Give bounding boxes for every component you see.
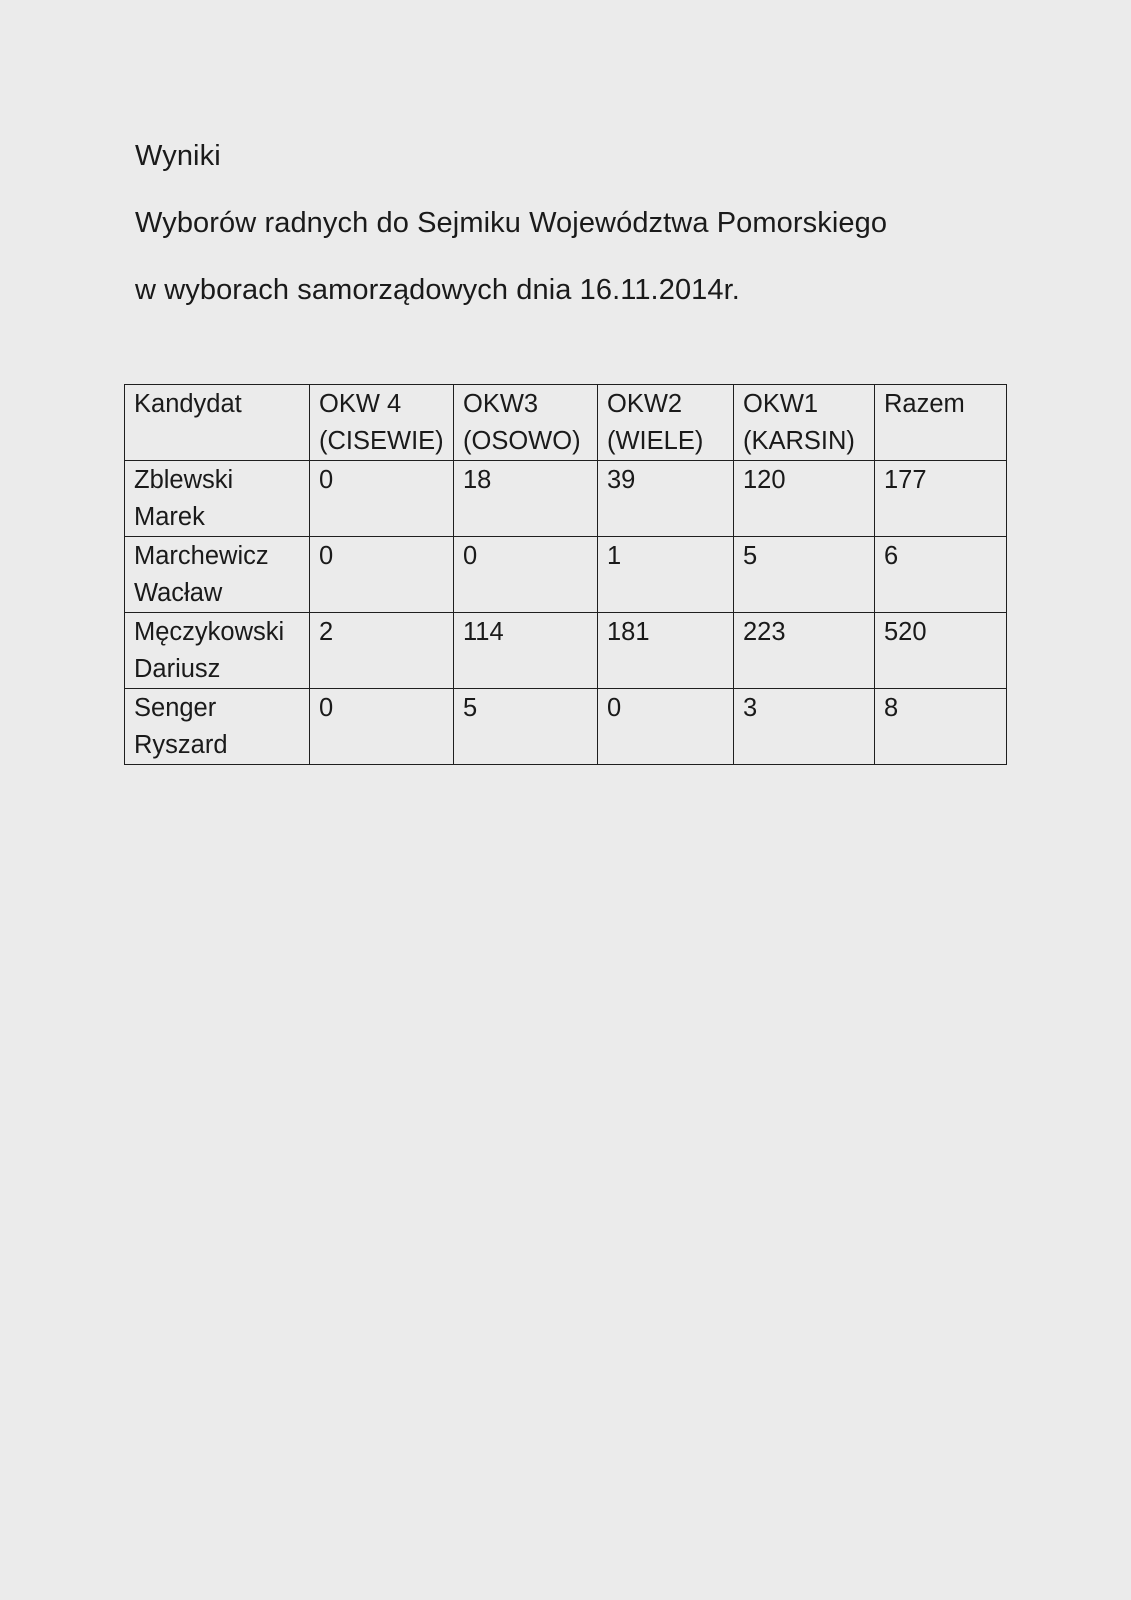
header-cell-razem: Razem — [875, 385, 1007, 461]
header-cell-kandydat: Kandydat — [125, 385, 310, 461]
results-table — [124, 384, 1007, 765]
table-row — [125, 689, 1007, 765]
document-subtitle: Wyborów radnych do Sejmiku Województwa Pomorskiego — [135, 207, 888, 239]
vote-cell: 18 — [454, 461, 598, 537]
total-cell: 6 — [875, 537, 1007, 613]
vote-cell: 0 — [310, 461, 454, 537]
table-row — [125, 461, 1007, 537]
header-cell-okw1: OKW1 (KARSIN) — [734, 385, 875, 461]
vote-cell: 223 — [734, 613, 875, 689]
header-cell-okw4: OKW 4 (CISEWIE) — [310, 385, 454, 461]
vote-cell: 1 — [598, 537, 734, 613]
vote-cell: 3 — [734, 689, 875, 765]
vote-cell: 39 — [598, 461, 734, 537]
candidate-name-cell: Męczykowski Dariusz — [125, 613, 310, 689]
vote-cell: 0 — [454, 537, 598, 613]
vote-cell: 0 — [310, 689, 454, 765]
table-row — [125, 537, 1007, 613]
vote-cell: 2 — [310, 613, 454, 689]
total-cell: 520 — [875, 613, 1007, 689]
header-cell-okw2: OKW2 (WIELE) — [598, 385, 734, 461]
document-date-line: w wyborach samorządowych dnia 16.11.2014r. — [135, 274, 740, 306]
candidate-name-cell: Marchewicz Wacław — [125, 537, 310, 613]
table-row — [125, 613, 1007, 689]
vote-cell: 5 — [454, 689, 598, 765]
total-cell: 177 — [875, 461, 1007, 537]
vote-cell: 114 — [454, 613, 598, 689]
total-cell: 8 — [875, 689, 1007, 765]
document-title: Wyniki — [135, 140, 221, 172]
table-header-row — [125, 385, 1007, 461]
vote-cell: 120 — [734, 461, 875, 537]
vote-cell: 0 — [310, 537, 454, 613]
candidate-name-cell: Zblewski Marek — [125, 461, 310, 537]
vote-cell: 181 — [598, 613, 734, 689]
vote-cell: 5 — [734, 537, 875, 613]
vote-cell: 0 — [598, 689, 734, 765]
header-cell-okw3: OKW3 (OSOWO) — [454, 385, 598, 461]
candidate-name-cell: Senger Ryszard — [125, 689, 310, 765]
